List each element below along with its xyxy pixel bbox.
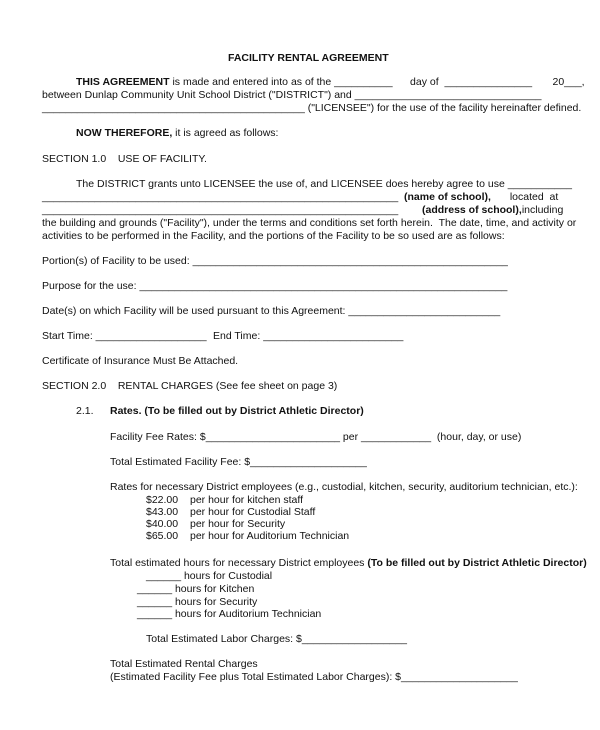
rate-description: per hour for Auditorium Technician: [190, 530, 350, 542]
hours-line: ______ hours for Security: [137, 596, 258, 608]
portions-field: Portion(s) of Facility to be used: ______________________________________________________: [42, 255, 508, 267]
rate-amount: $65.00: [146, 530, 179, 542]
section-1-para-line-2: [42, 191, 560, 204]
purpose-field: Purpose for the use: _______________________________________________________________: [42, 280, 508, 292]
rate-amount: $22.00: [146, 494, 179, 506]
rental-total-line-2: (Estimated Facility Fee plus Total Estimated Labor Charges): $____________________: [110, 671, 518, 683]
hours-intro-bold: (To be filled out by District Athletic Director): [367, 557, 587, 569]
located-at-text: located at: [504, 191, 559, 203]
hours-intro-text: Total estimated hours for necessary District employees: [110, 557, 368, 569]
now-therefore-line: [76, 127, 278, 140]
rate-amount: $40.00: [146, 518, 179, 530]
intro-line-3: _____________________________________________ ("LICENSEE") for the use of the facility hereinafter defined.: [42, 102, 582, 114]
intro-line-2: between Dunlap Community Unit School District ("DISTRICT") and ________________________________: [42, 89, 542, 101]
section-1-para-line-1: The DISTRICT grants unto LICENSEE the use of, and LICENSEE does hereby agree to use ___________: [76, 178, 572, 190]
section-1-para-line-5: activities to be performed in the Facility, and the portions of the Facility to be so used are as follows:: [42, 230, 505, 242]
facility-fee-rates-field: Facility Fee Rates: $_______________________ per ____________ (hour, day, or use): [110, 431, 522, 443]
intro-line-1-text: is made and entered into as of the __________ day of _______________ 20___,: [169, 76, 585, 88]
hours-line: ______ hours for Kitchen: [137, 583, 255, 595]
rental-total-line-1: Total Estimated Rental Charges: [110, 658, 258, 670]
end-time-field: End Time: ________________________: [213, 330, 404, 342]
name-of-school-label: (name of school),: [404, 191, 491, 203]
subsection-title: Rates. (To be filled out by District Athletic Director): [110, 405, 364, 417]
document-title: FACILITY RENTAL AGREEMENT: [228, 52, 389, 64]
rate-description: per hour for Security: [190, 518, 286, 530]
rate-amount: $43.00: [146, 506, 179, 518]
dates-field: Date(s) on which Facility will be used pursuant to this Agreement: __________________________: [42, 305, 501, 317]
subsection-number: 2.1.: [76, 405, 94, 417]
hours-line: ______ hours for Custodial: [146, 570, 273, 582]
including-text: including: [516, 204, 564, 216]
labor-total-field: Total Estimated Labor Charges: $__________________: [146, 633, 407, 645]
address-of-school-label: (address of school),: [422, 204, 522, 216]
start-time-field: Start Time: ___________________: [42, 330, 207, 342]
section-1-para-line-3: [42, 204, 564, 217]
now-therefore-rest: it is agreed as follows:: [172, 127, 279, 139]
hours-intro: [110, 557, 587, 570]
certificate-note: Certificate of Insurance Must Be Attached.: [42, 355, 239, 367]
total-facility-fee-field: Total Estimated Facility Fee: $____________________: [110, 456, 367, 468]
rates-intro: Rates for necessary District employees (e.g., custodial, kitchen, security, auditorium technician, etc.):: [110, 481, 578, 493]
intro-line-1: [76, 76, 585, 89]
rate-description: per hour for kitchen staff: [190, 494, 304, 506]
now-therefore-bold: NOW THEREFORE,: [76, 127, 173, 139]
address-of-school-blank: _____________________________________________________________: [42, 204, 399, 216]
intro-bold-lead: THIS AGREEMENT: [76, 76, 170, 88]
section-1-para-line-4: the building and grounds ("Facility"), under the terms and conditions set forth herein. The date, time, and activity or: [42, 217, 577, 229]
section-1-heading: SECTION 1.0 USE OF FACILITY.: [42, 153, 207, 165]
section-2-heading: SECTION 2.0 RENTAL CHARGES (See fee sheet on page 3): [42, 380, 338, 392]
name-of-school-blank: _____________________________________________________________: [42, 191, 399, 203]
rate-description: per hour for Custodial Staff: [190, 506, 316, 518]
hours-line: ______ hours for Auditorium Technician: [137, 608, 322, 620]
